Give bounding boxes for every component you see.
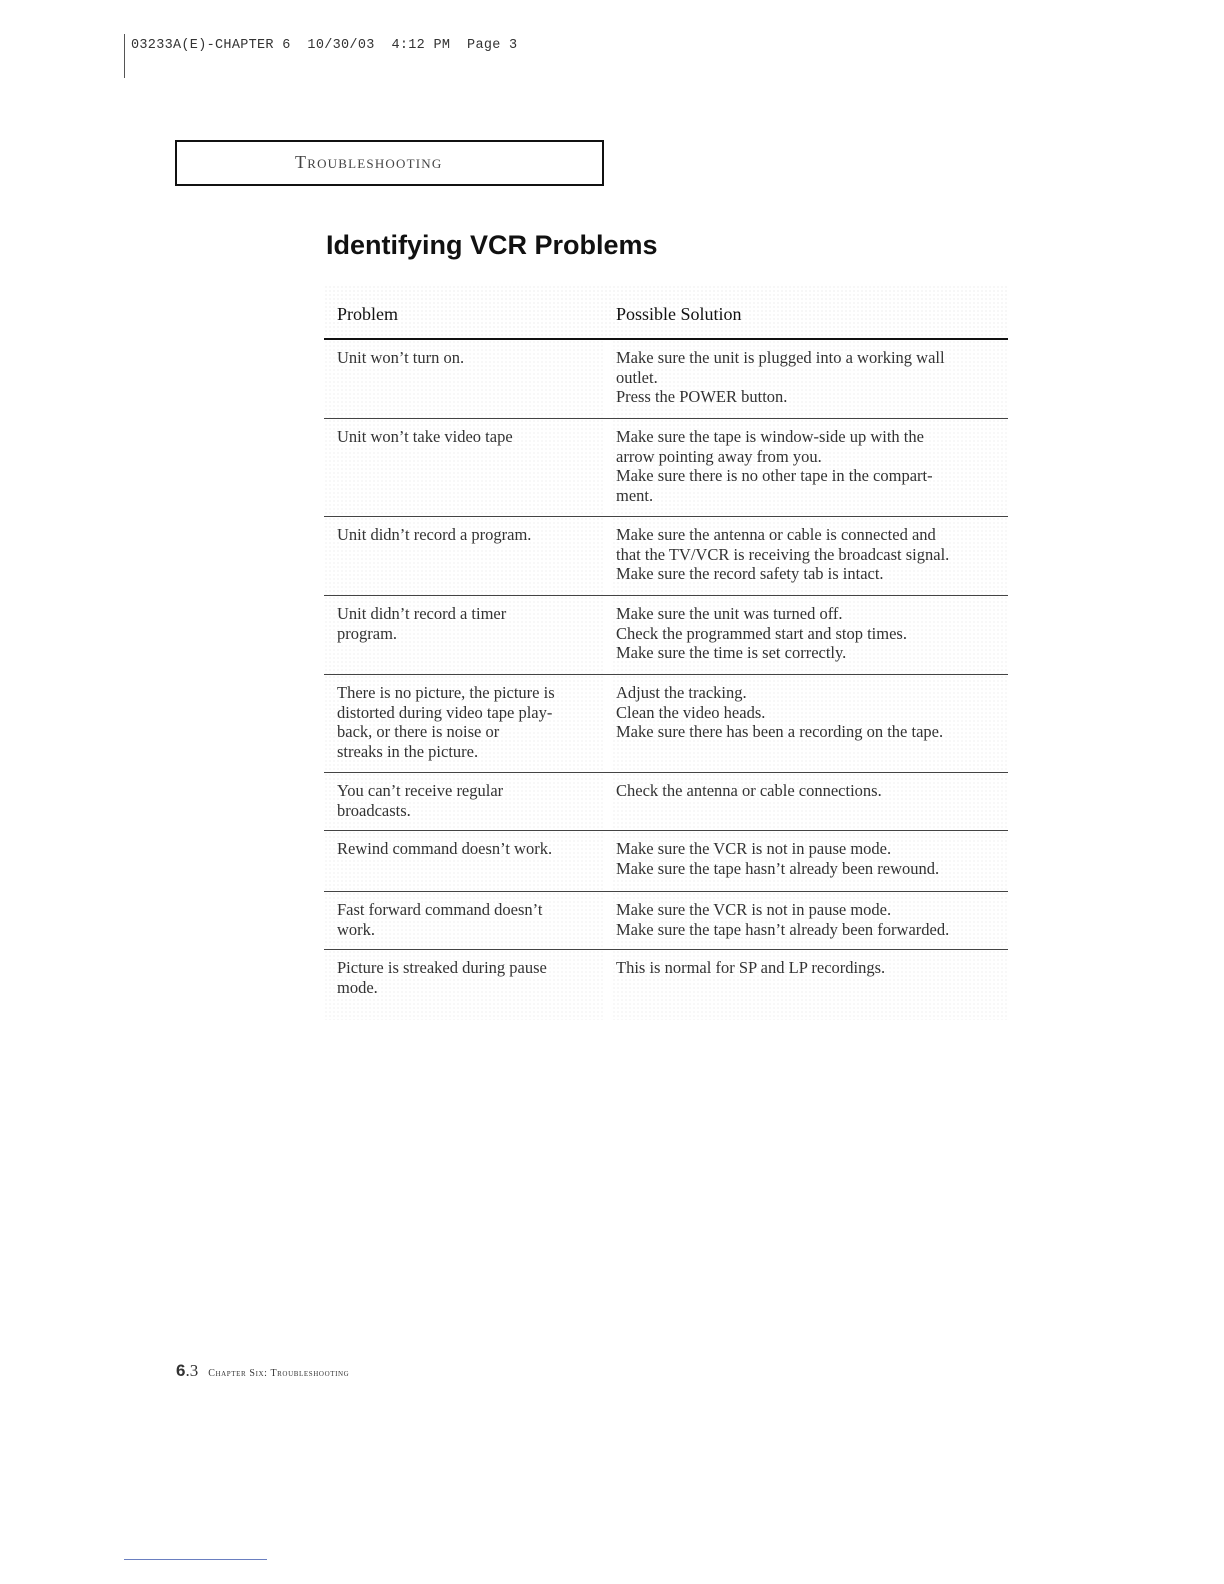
- problem-line: Rewind command doesn’t work.: [337, 839, 553, 858]
- table-row: [324, 892, 1008, 950]
- problem-cell: [324, 596, 604, 674]
- solution-line: Make sure the antenna or cable is connected and: [616, 525, 936, 544]
- problem-line: There is no picture, the picture is: [337, 683, 555, 702]
- footer-chapter: Chapter Six: Troubleshooting: [208, 1368, 350, 1379]
- table-row: [324, 596, 1008, 675]
- problem-line: broadcasts.: [337, 800, 411, 820]
- solution-cell: [612, 892, 1008, 949]
- problem-line: Picture is streaked during pause: [337, 958, 547, 977]
- solution-cell: [612, 419, 1008, 516]
- solution-line: Make sure the unit was turned off.: [616, 604, 843, 623]
- solution-line: outlet.: [616, 367, 658, 387]
- solution-line: Clean the video heads.: [616, 702, 766, 722]
- solution-line: arrow pointing away from you.: [616, 446, 822, 466]
- page-number-minor: .3: [185, 1361, 199, 1380]
- section-header-box: [175, 140, 604, 186]
- solution-cell: [612, 517, 1008, 595]
- slug-margin-rule: [124, 34, 125, 78]
- troubleshooting-table: [324, 285, 1008, 1020]
- solution-line: Make sure the tape hasn’t already been rewound.: [616, 858, 940, 878]
- print-slug: 03233A(E)-CHAPTER 6 10/30/03 4:12 PM Page 3: [131, 38, 518, 53]
- problem-cell: [324, 892, 604, 949]
- solution-line: Make sure the tape hasn’t already been forwarded.: [616, 919, 950, 939]
- solution-line: Make sure the unit is plugged into a working wall: [616, 348, 945, 367]
- problem-cell: [324, 340, 604, 418]
- header-problem: Problem: [337, 304, 398, 324]
- table-row: [324, 340, 1008, 419]
- solution-line: Make sure the tape is window-side up with the: [616, 427, 924, 446]
- solution-line: Make sure the VCR is not in pause mode.: [616, 900, 892, 919]
- solution-line: ment.: [616, 485, 654, 505]
- problem-line: work.: [337, 919, 376, 939]
- table-header: [324, 285, 1008, 340]
- problem-line: Fast forward command doesn’t: [337, 900, 543, 919]
- solution-line: Make sure the VCR is not in pause mode.: [616, 839, 892, 858]
- solution-line: that the TV/VCR is receiving the broadcast signal.: [616, 544, 950, 564]
- solution-cell: [612, 950, 1008, 1020]
- page-number-major: 6: [176, 1361, 186, 1380]
- bottom-rule: [124, 1559, 267, 1560]
- problem-line: program.: [337, 623, 398, 643]
- problem-line: Unit didn’t record a program.: [337, 525, 532, 544]
- problem-line: Unit didn’t record a timer: [337, 604, 507, 623]
- page-footer: [176, 1361, 349, 1381]
- solution-line: Make sure the record safety tab is intact.: [616, 564, 884, 583]
- section-label: Troubleshooting: [295, 152, 443, 172]
- solution-line: Make sure there is no other tape in the compart-: [616, 466, 933, 485]
- problem-line: mode.: [337, 977, 378, 997]
- table-row: [324, 773, 1008, 831]
- solution-cell: [612, 675, 1008, 772]
- page-title: Identifying VCR Problems: [326, 230, 658, 260]
- solution-line: Press the POWER button.: [616, 387, 788, 406]
- problem-line: Unit won’t turn on.: [337, 348, 465, 367]
- table-row: [324, 950, 1008, 1020]
- solution-line: Make sure there has been a recording on the tape.: [616, 722, 944, 741]
- header-solution: Possible Solution: [616, 304, 742, 324]
- problem-line: distorted during video tape play-: [337, 702, 553, 722]
- problem-line: Unit won’t take video tape: [337, 427, 513, 446]
- table-row: [324, 831, 1008, 892]
- table-row: [324, 517, 1008, 596]
- solution-cell: [612, 340, 1008, 418]
- solution-line: Adjust the tracking.: [616, 683, 747, 702]
- solution-cell: [612, 831, 1008, 891]
- table-row: [324, 419, 1008, 517]
- problem-line: You can’t receive regular: [337, 781, 504, 800]
- problem-cell: [324, 419, 604, 516]
- solution-line: This is normal for SP and LP recordings.: [616, 958, 886, 977]
- problem-line: back, or there is noise or: [337, 722, 500, 741]
- table-row: [324, 675, 1008, 773]
- problem-cell: [324, 831, 604, 891]
- problem-cell: [324, 517, 604, 595]
- problem-line: streaks in the picture.: [337, 741, 479, 761]
- table-body: [324, 340, 1008, 1020]
- solution-cell: [612, 596, 1008, 674]
- problem-cell: [324, 950, 604, 1020]
- problem-cell: [324, 773, 604, 830]
- solution-cell: [612, 773, 1008, 830]
- problem-cell: [324, 675, 604, 772]
- solution-line: Make sure the time is set correctly.: [616, 643, 847, 662]
- solution-line: Check the antenna or cable connections.: [616, 781, 882, 800]
- solution-line: Check the programmed start and stop times.: [616, 623, 907, 643]
